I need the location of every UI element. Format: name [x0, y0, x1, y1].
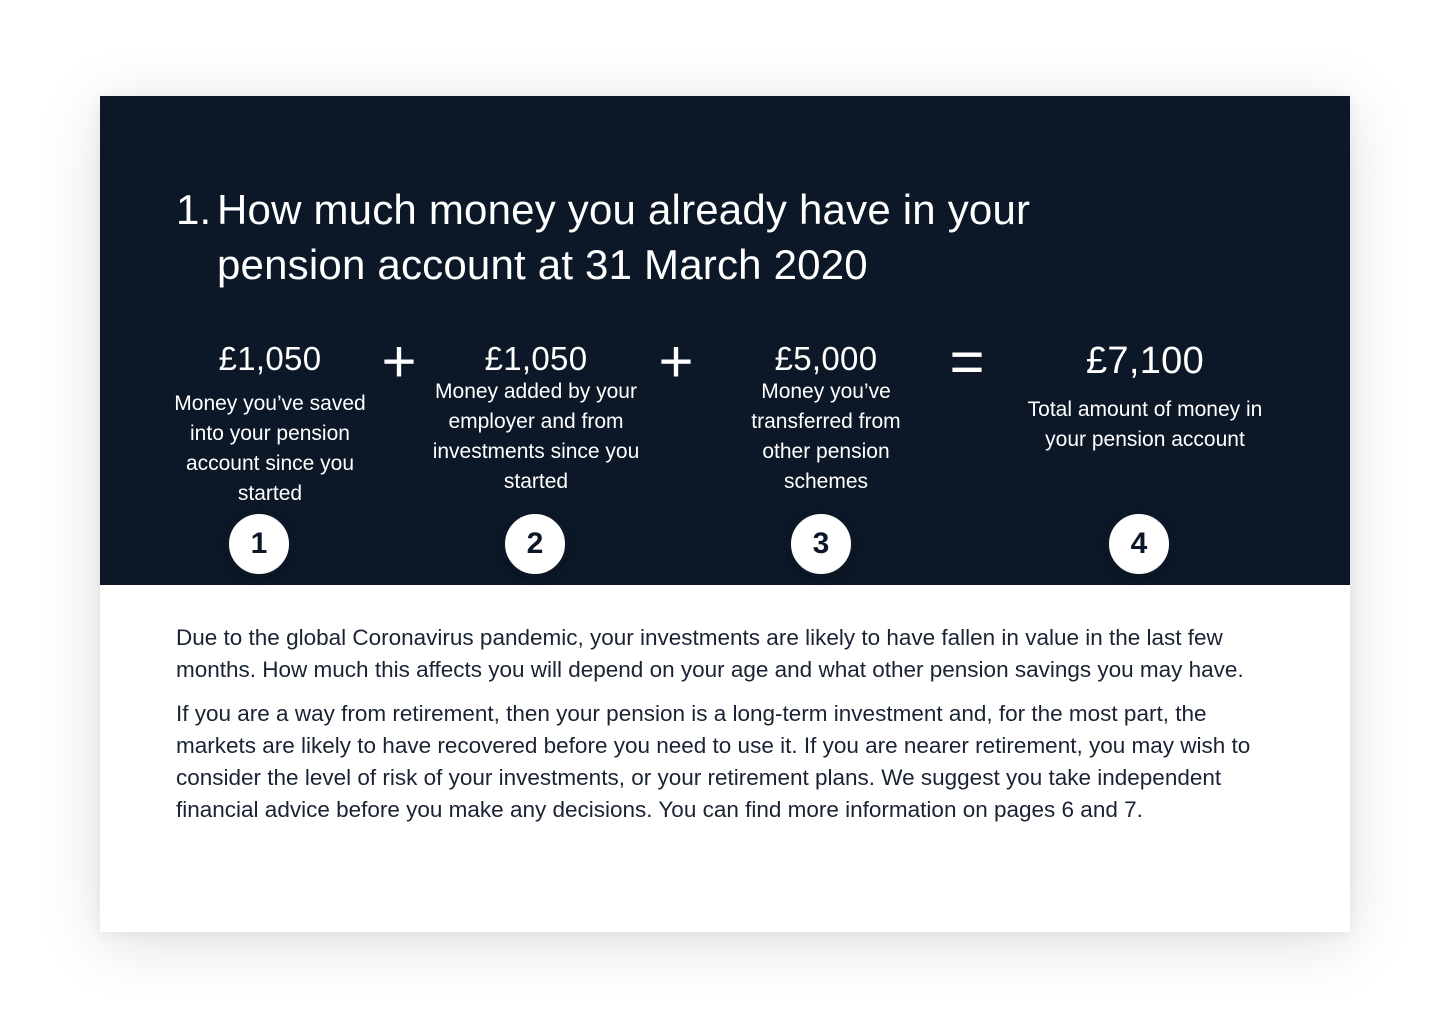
explanation-text — [176, 622, 1286, 838]
employer-contributions-column — [430, 339, 642, 497]
employer-description: Money added by your employer and from investments since you started — [432, 380, 640, 493]
savings-column — [170, 339, 370, 509]
savings-description: Money you’ve saved into your pension account since you started — [174, 392, 366, 505]
total-amount: £7,100 — [1085, 340, 1205, 382]
transfers-amount: £5,000 — [774, 340, 878, 377]
section-title: How much money you already have in your pension account at 31 March 2020 — [217, 186, 1031, 288]
employer-amount: £1,050 — [484, 340, 588, 377]
coronavirus-paragraph: Due to the global Coronavirus pandemic, your investments are likely to have fallen in value in the last few months. How much this affects you will depend on your age and what other pension savings you may have. — [176, 625, 1244, 682]
transfers-column — [730, 339, 922, 497]
total-column — [1005, 339, 1285, 455]
plus-operator-1: + — [381, 328, 417, 395]
transfers-description: Money you’ve transferred from other pension schemes — [751, 380, 901, 493]
step-badge-1: 1 — [226, 511, 292, 577]
section-number: 1. — [176, 186, 212, 233]
step-badge-4: 4 — [1106, 511, 1172, 577]
retirement-advice-paragraph: If you are a way from retirement, then your pension is a long-term investment and, for the most part, the markets are likely to have recovered before you need to use it. If you are nearer retirement, you may wish to consider the level of risk of your investments, or your retirement plans. We suggest you take independent financial advice before you make any decisions. You can find more information on pages 6 and 7. — [176, 701, 1251, 822]
pension-summary-card — [100, 96, 1350, 932]
total-description: Total amount of money in your pension account — [1027, 398, 1263, 451]
savings-amount: £1,050 — [218, 340, 322, 377]
step-badge-3: 3 — [788, 511, 854, 577]
section-heading — [176, 182, 1156, 292]
step-badge-2: 2 — [502, 511, 568, 577]
summary-header-panel — [100, 96, 1350, 585]
plus-operator-2: + — [658, 328, 694, 395]
equals-operator: = — [949, 328, 985, 395]
